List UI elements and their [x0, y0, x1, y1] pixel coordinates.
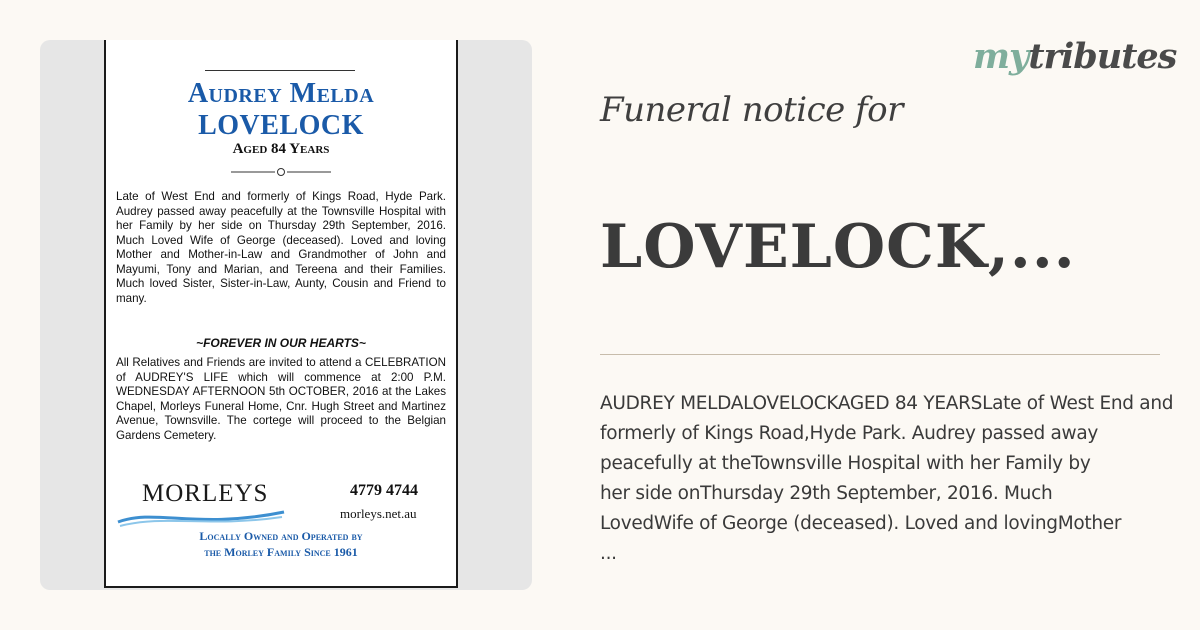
notice-paragraph-1: Late of West End and formerly of Kings Road, Hyde Park. Audrey passed away peacefully at the Townsville Hospital with her Family by her side on Thursday 29th September, 2016. Much Loved Wife of George (deceased). Loved and loving Mother and Mother-in-Law and Grandmother of John and Mayumi, Tony and Marian, and Tereena and their Families. Much loved Sister, Sister-in-Law, Aunty, Cousin and Friend to many. — [116, 190, 446, 305]
brand-prefix: my — [973, 36, 1029, 77]
funeral-notice — [104, 40, 458, 588]
logo-wave-graphic — [116, 506, 286, 528]
notice-paragraph-2: All Relatives and Friends are invited to attend a CELEBRATION of AUDREY'S LIFE which will commence at 2:00 P.M. WEDNESDAY AFTERNOON 5th OCTOBER, 2016 at the Lakes Chapel, Morleys Funeral Home, Cnr. Hugh Street and Martinez Avenue, Townsville. The cortege will proceed to the Belgian Gardens Cemetery. — [116, 356, 446, 442]
brand-suffix: tributes — [1028, 36, 1177, 77]
notice-surname: LOVELOCK — [198, 110, 364, 141]
deceased-name-heading: LOVELOCK,... — [600, 212, 1076, 282]
mytributes-logo[interactable] — [973, 36, 1176, 77]
description-line: AUDREY MELDALOVELOCKAGED 84 YEARSLate of West End and — [600, 393, 1174, 414]
owned-line-1: Locally Owned and Operated by — [199, 529, 363, 543]
funeral-home-phone: 4779 4744 — [350, 482, 418, 499]
description-line: formerly of Kings Road,Hyde Park. Audrey passed away — [600, 423, 1099, 444]
owned-line-2: the Morley Family Since 1961 — [204, 545, 358, 559]
description-line: her side onThursday 29th September, 2016. Much — [600, 483, 1053, 504]
notice-forever-line: ~FOREVER IN OUR HEARTS~ — [196, 336, 366, 350]
ornament-divider — [231, 166, 331, 178]
section-divider — [600, 354, 1160, 355]
description-line: peacefully at theTownsville Hospital with her Family by — [600, 453, 1091, 474]
funeral-home-website: morleys.net.au — [340, 506, 417, 521]
notice-age: Aged 84 Years — [232, 141, 330, 157]
page-subtitle: Funeral notice for — [600, 90, 903, 130]
description-line: LovedWife of George (deceased). Loved and lovingMother — [600, 513, 1122, 534]
description-ellipsis: ... — [600, 543, 617, 564]
notice-description — [600, 389, 1200, 569]
notice-first-names: Audrey Melda — [187, 78, 375, 109]
notice-top-rule — [205, 70, 355, 71]
notice-image-panel — [40, 40, 532, 590]
morleys-logo: MORLEYS — [142, 480, 269, 507]
